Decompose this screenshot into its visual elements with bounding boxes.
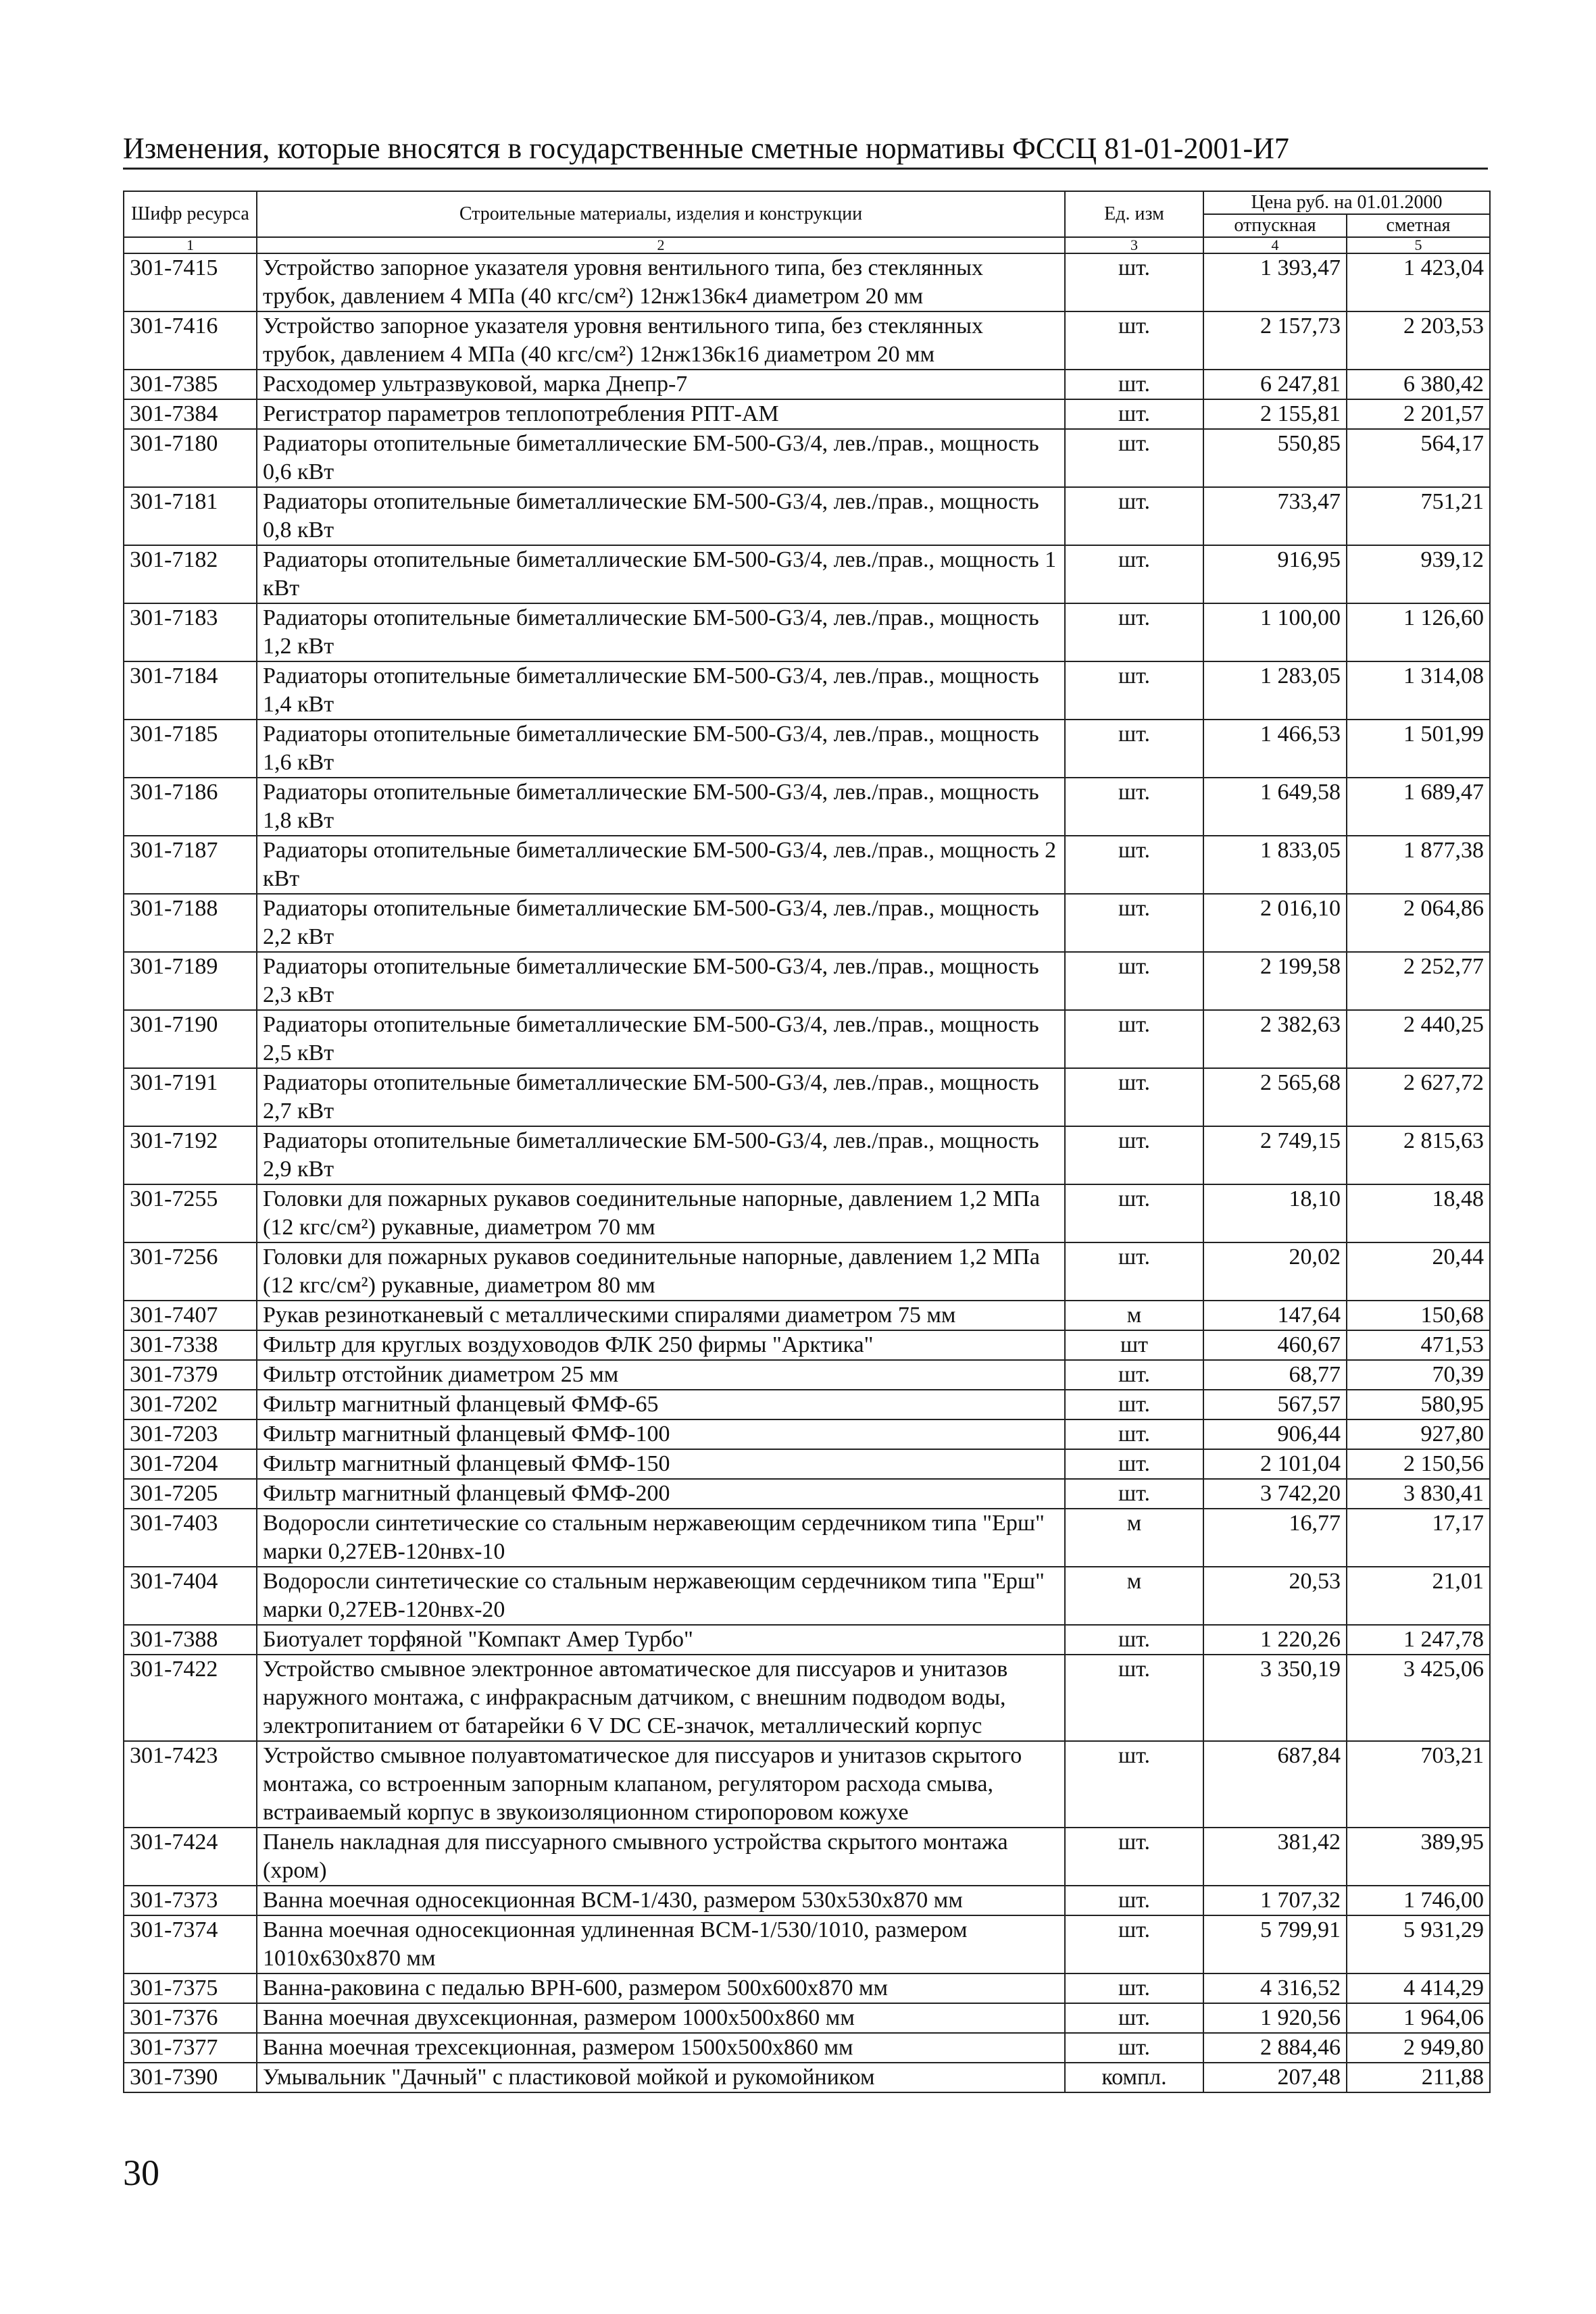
material-name: Устройство смывное электронное автоматическое для писсуаров и унитазов наружного монтажа, с инфракрасным датчиком, с внешним подводом воды, электропитанием от батарейки 6 V DC CE-значок, металлический корпус [257, 1655, 1065, 1741]
estimate-price: 2 627,72 [1347, 1068, 1490, 1126]
release-price: 733,47 [1203, 487, 1347, 545]
material-name: Радиаторы отопительные биметаллические БМ-500-G3/4, лев./прав., мощность 2,5 кВт [257, 1010, 1065, 1068]
release-price: 1 283,05 [1203, 661, 1347, 720]
table-row [124, 1126, 1490, 1184]
unit-of-measure: шт. [1065, 2033, 1203, 2063]
resource-code: 301-7423 [124, 1741, 257, 1828]
unit-of-measure: шт. [1065, 720, 1203, 778]
table-row [124, 661, 1490, 720]
material-name: Фильтр отстойник диаметром 25 мм [257, 1360, 1065, 1390]
column-number: 5 [1347, 237, 1490, 253]
table-row [124, 370, 1490, 399]
unit-of-measure: шт. [1065, 778, 1203, 836]
unit-of-measure: шт. [1065, 1828, 1203, 1886]
header-name: Строительные материалы, изделия и конструкции [257, 191, 1065, 237]
release-price: 6 247,81 [1203, 370, 1347, 399]
estimate-price: 751,21 [1347, 487, 1490, 545]
material-name: Умывальник "Дачный" с пластиковой мойкой и рукомойником [257, 2063, 1065, 2092]
unit-of-measure: шт. [1065, 894, 1203, 952]
estimate-price: 2 440,25 [1347, 1010, 1490, 1068]
estimate-price: 1 746,00 [1347, 1886, 1490, 1915]
material-name: Панель накладная для писсуарного смывного устройства скрытого монтажа (хром) [257, 1828, 1065, 1886]
estimate-price: 3 425,06 [1347, 1655, 1490, 1741]
estimate-price: 4 414,29 [1347, 1973, 1490, 2003]
resource-code: 301-7183 [124, 603, 257, 661]
material-name: Радиаторы отопительные биметаллические БМ-500-G3/4, лев./прав., мощность 2,3 кВт [257, 952, 1065, 1010]
estimate-price: 2 064,86 [1347, 894, 1490, 952]
estimate-price: 6 380,42 [1347, 370, 1490, 399]
estimate-price: 1 964,06 [1347, 2003, 1490, 2033]
material-name: Радиаторы отопительные биметаллические БМ-500-G3/4, лев./прав., мощность 0,8 кВт [257, 487, 1065, 545]
header-unit: Ед. изм [1065, 191, 1203, 237]
resource-code: 301-7388 [124, 1625, 257, 1655]
resource-code: 301-7182 [124, 545, 257, 603]
estimate-price: 2 815,63 [1347, 1126, 1490, 1184]
unit-of-measure: шт. [1065, 1126, 1203, 1184]
release-price: 2 199,58 [1203, 952, 1347, 1010]
release-price: 687,84 [1203, 1741, 1347, 1828]
release-price: 1 220,26 [1203, 1625, 1347, 1655]
header-price-group: Цена руб. на 01.01.2000 [1203, 191, 1490, 214]
release-price: 1 707,32 [1203, 1886, 1347, 1915]
unit-of-measure: шт. [1065, 1479, 1203, 1509]
resource-code: 301-7416 [124, 311, 257, 370]
resource-code: 301-7184 [124, 661, 257, 720]
unit-of-measure: шт. [1065, 1010, 1203, 1068]
material-name: Водоросли синтетические со стальным нержавеющим сердечником типа "Ерш" марки 0,27ЕВ-120нвх-10 [257, 1509, 1065, 1567]
table-row [124, 1419, 1490, 1449]
table-row [124, 399, 1490, 429]
resource-code: 301-7190 [124, 1010, 257, 1068]
resource-code: 301-7377 [124, 2033, 257, 2063]
release-price: 1 393,47 [1203, 253, 1347, 311]
release-price: 1 466,53 [1203, 720, 1347, 778]
material-name: Радиаторы отопительные биметаллические БМ-500-G3/4, лев./прав., мощность 2,9 кВт [257, 1126, 1065, 1184]
table-row [124, 253, 1490, 311]
resource-code: 301-7379 [124, 1360, 257, 1390]
estimate-price: 1 877,38 [1347, 836, 1490, 894]
unit-of-measure: шт. [1065, 1419, 1203, 1449]
unit-of-measure: шт. [1065, 1915, 1203, 1973]
material-name: Ванна моечная односекционная удлиненная ВСМ-1/530/1010, размером 1010х630х870 мм [257, 1915, 1065, 1973]
estimate-price: 703,21 [1347, 1741, 1490, 1828]
estimate-price: 927,80 [1347, 1419, 1490, 1449]
table-row [124, 1479, 1490, 1509]
material-name: Ванна моечная двухсекционная, размером 1000х500х860 мм [257, 2003, 1065, 2033]
estimate-price: 211,88 [1347, 2063, 1490, 2092]
table-row [124, 778, 1490, 836]
material-name: Рукав резинотканевый с металлическими спиралями диаметром 75 мм [257, 1301, 1065, 1330]
table-row [124, 1741, 1490, 1828]
release-price: 2 749,15 [1203, 1126, 1347, 1184]
unit-of-measure: шт. [1065, 1068, 1203, 1126]
resource-code: 301-7424 [124, 1828, 257, 1886]
material-name: Фильтр магнитный фланцевый ФМФ-150 [257, 1449, 1065, 1479]
unit-of-measure: м [1065, 1301, 1203, 1330]
unit-of-measure: шт. [1065, 952, 1203, 1010]
release-price: 20,53 [1203, 1567, 1347, 1625]
resource-code: 301-7255 [124, 1184, 257, 1242]
table-row [124, 1567, 1490, 1625]
resource-code: 301-7185 [124, 720, 257, 778]
column-number: 1 [124, 237, 257, 253]
material-name: Регистратор параметров теплопотребления РПТ-АМ [257, 399, 1065, 429]
unit-of-measure: шт. [1065, 661, 1203, 720]
resource-code: 301-7191 [124, 1068, 257, 1126]
table-row [124, 603, 1490, 661]
material-name: Устройство запорное указателя уровня вентильного типа, без стеклянных трубок, давлением 4 МПа (40 кгс/см²) 12нж136к4 диаметром 20 мм [257, 253, 1065, 311]
material-name: Водоросли синтетические со стальным нержавеющим сердечником типа "Ерш" марки 0,27ЕВ-120нвх-20 [257, 1567, 1065, 1625]
estimate-price: 1 501,99 [1347, 720, 1490, 778]
table-row [124, 1828, 1490, 1886]
material-name: Головки для пожарных рукавов соединительные напорные, давлением 1,2 МПа (12 кгс/см²) рукавные, диаметром 80 мм [257, 1242, 1065, 1301]
release-price: 18,10 [1203, 1184, 1347, 1242]
material-name: Фильтр магнитный фланцевый ФМФ-65 [257, 1390, 1065, 1419]
release-price: 1 920,56 [1203, 2003, 1347, 2033]
resource-code: 301-7415 [124, 253, 257, 311]
release-price: 2 157,73 [1203, 311, 1347, 370]
unit-of-measure: шт. [1065, 311, 1203, 370]
unit-of-measure: шт. [1065, 253, 1203, 311]
estimate-price: 1 247,78 [1347, 1625, 1490, 1655]
release-price: 3 742,20 [1203, 1479, 1347, 1509]
material-name: Радиаторы отопительные биметаллические БМ-500-G3/4, лев./прав., мощность 1,8 кВт [257, 778, 1065, 836]
unit-of-measure: м [1065, 1567, 1203, 1625]
estimate-price: 389,95 [1347, 1828, 1490, 1886]
table-row [124, 311, 1490, 370]
release-price: 207,48 [1203, 2063, 1347, 2092]
resource-code: 301-7422 [124, 1655, 257, 1741]
unit-of-measure: шт [1065, 1330, 1203, 1360]
unit-of-measure: шт. [1065, 1184, 1203, 1242]
table-row [124, 1509, 1490, 1567]
unit-of-measure: шт. [1065, 1973, 1203, 2003]
table-row [124, 1973, 1490, 2003]
resource-code: 301-7404 [124, 1567, 257, 1625]
resource-code: 301-7390 [124, 2063, 257, 2092]
table-row [124, 1915, 1490, 1973]
resource-code: 301-7189 [124, 952, 257, 1010]
table-row [124, 1390, 1490, 1419]
unit-of-measure: шт. [1065, 1741, 1203, 1828]
estimate-price: 2 150,56 [1347, 1449, 1490, 1479]
unit-of-measure: шт. [1065, 1360, 1203, 1390]
table-row [124, 2063, 1490, 2092]
release-price: 906,44 [1203, 1419, 1347, 1449]
material-name: Радиаторы отопительные биметаллические БМ-500-G3/4, лев./прав., мощность 0,6 кВт [257, 429, 1065, 487]
release-price: 1 100,00 [1203, 603, 1347, 661]
material-name: Головки для пожарных рукавов соединительные напорные, давлением 1,2 МПа (12 кгс/см²) рукавные, диаметром 70 мм [257, 1184, 1065, 1242]
table-row [124, 836, 1490, 894]
resource-code: 301-7202 [124, 1390, 257, 1419]
estimate-price: 18,48 [1347, 1184, 1490, 1242]
table-row [124, 545, 1490, 603]
table-row [124, 1184, 1490, 1242]
release-price: 68,77 [1203, 1360, 1347, 1390]
resource-code: 301-7256 [124, 1242, 257, 1301]
estimate-price: 564,17 [1347, 429, 1490, 487]
material-name: Радиаторы отопительные биметаллические БМ-500-G3/4, лев./прав., мощность 2 кВт [257, 836, 1065, 894]
material-name: Ванна-раковина с педалью ВРН-600, размером 500х600х870 мм [257, 1973, 1065, 2003]
header-release-price: отпускная [1203, 214, 1347, 237]
release-price: 3 350,19 [1203, 1655, 1347, 1741]
release-price: 567,57 [1203, 1390, 1347, 1419]
unit-of-measure: шт. [1065, 1655, 1203, 1741]
material-name: Радиаторы отопительные биметаллические БМ-500-G3/4, лев./прав., мощность 1,6 кВт [257, 720, 1065, 778]
table-row [124, 1360, 1490, 1390]
unit-of-measure: шт. [1065, 836, 1203, 894]
table-row [124, 2003, 1490, 2033]
resource-code: 301-7403 [124, 1509, 257, 1567]
estimate-price: 70,39 [1347, 1360, 1490, 1390]
release-price: 16,77 [1203, 1509, 1347, 1567]
release-price: 2 382,63 [1203, 1010, 1347, 1068]
release-price: 2 884,46 [1203, 2033, 1347, 2063]
table-row [124, 894, 1490, 952]
resource-code: 301-7375 [124, 1973, 257, 2003]
estimate-price: 1 689,47 [1347, 778, 1490, 836]
material-name: Радиаторы отопительные биметаллические БМ-500-G3/4, лев./прав., мощность 2,7 кВт [257, 1068, 1065, 1126]
page-number: 30 [123, 2153, 159, 2193]
column-number: 2 [257, 237, 1065, 253]
table-row [124, 487, 1490, 545]
release-price: 1 833,05 [1203, 836, 1347, 894]
release-price: 381,42 [1203, 1828, 1347, 1886]
estimate-price: 20,44 [1347, 1242, 1490, 1301]
resource-code: 301-7376 [124, 2003, 257, 2033]
estimate-price: 3 830,41 [1347, 1479, 1490, 1509]
unit-of-measure: шт. [1065, 603, 1203, 661]
table-row [124, 1655, 1490, 1741]
release-price: 916,95 [1203, 545, 1347, 603]
material-name: Фильтр магнитный фланцевый ФМФ-100 [257, 1419, 1065, 1449]
estimate-price: 1 314,08 [1347, 661, 1490, 720]
release-price: 2 155,81 [1203, 399, 1347, 429]
estimate-price: 471,53 [1347, 1330, 1490, 1360]
estimate-price: 21,01 [1347, 1567, 1490, 1625]
resource-code: 301-7192 [124, 1126, 257, 1184]
header-code: Шифр ресурса [124, 191, 257, 237]
table-row [124, 1301, 1490, 1330]
material-name: Радиаторы отопительные биметаллические БМ-500-G3/4, лев./прав., мощность 1,2 кВт [257, 603, 1065, 661]
material-name: Расходомер ультразвуковой, марка Днепр-7 [257, 370, 1065, 399]
table-row [124, 1330, 1490, 1360]
table-row [124, 1625, 1490, 1655]
resource-code: 301-7384 [124, 399, 257, 429]
estimate-price: 2 201,57 [1347, 399, 1490, 429]
table-row [124, 2033, 1490, 2063]
table-row [124, 1242, 1490, 1301]
unit-of-measure: шт. [1065, 399, 1203, 429]
table-row [124, 429, 1490, 487]
resource-code: 301-7188 [124, 894, 257, 952]
table-body [124, 253, 1490, 2092]
resource-code: 301-7338 [124, 1330, 257, 1360]
resource-code: 301-7203 [124, 1419, 257, 1449]
table-header [124, 191, 1490, 253]
resource-code: 301-7385 [124, 370, 257, 399]
unit-of-measure: м [1065, 1509, 1203, 1567]
release-price: 2 016,10 [1203, 894, 1347, 952]
release-price: 2 565,68 [1203, 1068, 1347, 1126]
table-row [124, 1886, 1490, 1915]
resource-code: 301-7407 [124, 1301, 257, 1330]
release-price: 20,02 [1203, 1242, 1347, 1301]
material-name: Радиаторы отопительные биметаллические БМ-500-G3/4, лев./прав., мощность 2,2 кВт [257, 894, 1065, 952]
unit-of-measure: шт. [1065, 1242, 1203, 1301]
resource-code: 301-7186 [124, 778, 257, 836]
unit-of-measure: шт. [1065, 2003, 1203, 2033]
header-estimate-price: сметная [1347, 214, 1490, 237]
estimate-price: 939,12 [1347, 545, 1490, 603]
material-name: Ванна моечная трехсекционная, размером 1500х500х860 мм [257, 2033, 1065, 2063]
resource-code: 301-7374 [124, 1915, 257, 1973]
release-price: 2 101,04 [1203, 1449, 1347, 1479]
unit-of-measure: компл. [1065, 2063, 1203, 2092]
resource-code: 301-7205 [124, 1479, 257, 1509]
header-divider [123, 168, 1488, 170]
unit-of-measure: шт. [1065, 1390, 1203, 1419]
estimate-price: 580,95 [1347, 1390, 1490, 1419]
column-number: 4 [1203, 237, 1347, 253]
resource-code: 301-7187 [124, 836, 257, 894]
unit-of-measure: шт. [1065, 487, 1203, 545]
material-name: Устройство запорное указателя уровня вентильного типа, без стеклянных трубок, давлением 4 МПа (40 кгс/см²) 12нж136к16 диаметром 20 мм [257, 311, 1065, 370]
resource-code: 301-7180 [124, 429, 257, 487]
release-price: 1 649,58 [1203, 778, 1347, 836]
estimate-price: 150,68 [1347, 1301, 1490, 1330]
materials-table [123, 191, 1491, 2093]
release-price: 460,67 [1203, 1330, 1347, 1360]
release-price: 550,85 [1203, 429, 1347, 487]
estimate-price: 2 203,53 [1347, 311, 1490, 370]
estimate-price: 2 949,80 [1347, 2033, 1490, 2063]
material-name: Биотуалет торфяной "Компакт Амер Турбо" [257, 1625, 1065, 1655]
release-price: 5 799,91 [1203, 1915, 1347, 1973]
table-row [124, 1449, 1490, 1479]
estimate-price: 2 252,77 [1347, 952, 1490, 1010]
material-name: Фильтр магнитный фланцевый ФМФ-200 [257, 1479, 1065, 1509]
material-name: Радиаторы отопительные биметаллические БМ-500-G3/4, лев./прав., мощность 1,4 кВт [257, 661, 1065, 720]
release-price: 147,64 [1203, 1301, 1347, 1330]
resource-code: 301-7373 [124, 1886, 257, 1915]
unit-of-measure: шт. [1065, 1449, 1203, 1479]
unit-of-measure: шт. [1065, 370, 1203, 399]
table-row [124, 1068, 1490, 1126]
estimate-price: 1 126,60 [1347, 603, 1490, 661]
material-name: Устройство смывное полуавтоматическое для писсуаров и унитазов скрытого монтажа, со встроенным запорным клапаном, регулятором расхода смыва, встраиваемый корпус в звукоизоляционном стиропоровом кожухе [257, 1741, 1065, 1828]
estimate-price: 17,17 [1347, 1509, 1490, 1567]
table-row [124, 720, 1490, 778]
table-row [124, 1010, 1490, 1068]
document-title: Изменения, которые вносятся в государственные сметные нормативы ФССЦ 81-01-2001-И7 [123, 132, 1289, 165]
unit-of-measure: шт. [1065, 545, 1203, 603]
estimate-price: 5 931,29 [1347, 1915, 1490, 1973]
resource-code: 301-7181 [124, 487, 257, 545]
estimate-price: 1 423,04 [1347, 253, 1490, 311]
unit-of-measure: шт. [1065, 429, 1203, 487]
resource-code: 301-7204 [124, 1449, 257, 1479]
material-name: Фильтр для круглых воздуховодов ФЛК 250 фирмы "Арктика" [257, 1330, 1065, 1360]
material-name: Ванна моечная односекционная ВСМ-1/430, размером 530х530х870 мм [257, 1886, 1065, 1915]
release-price: 4 316,52 [1203, 1973, 1347, 2003]
unit-of-measure: шт. [1065, 1886, 1203, 1915]
material-name: Радиаторы отопительные биметаллические БМ-500-G3/4, лев./прав., мощность 1 кВт [257, 545, 1065, 603]
unit-of-measure: шт. [1065, 1625, 1203, 1655]
column-number: 3 [1065, 237, 1203, 253]
table-row [124, 952, 1490, 1010]
